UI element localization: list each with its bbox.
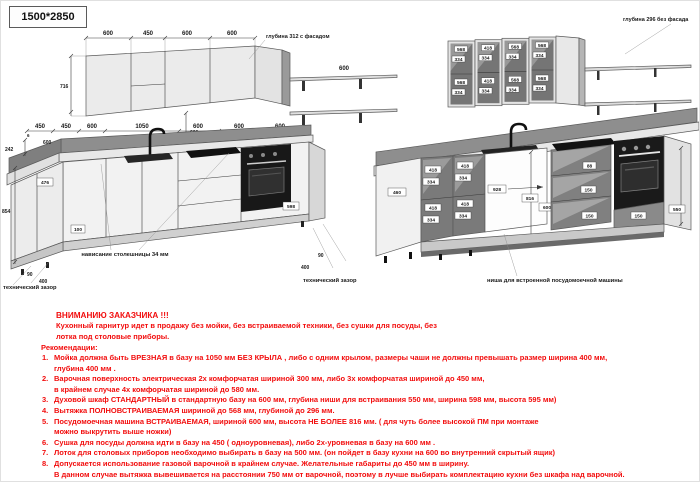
recommendation-item (42, 459, 697, 470)
attention-line-2: лотка под столовые приборы. (56, 331, 170, 341)
cell-dim: 418 (460, 202, 470, 208)
dim-right-550: 550 (672, 208, 682, 213)
dim-base-600b: 600 (192, 124, 204, 130)
left-side-panel (376, 158, 421, 256)
dim-base-600c: 600 (233, 124, 245, 130)
item-number: 6. (42, 437, 49, 447)
oven-icon (614, 136, 664, 210)
dim-wall-600c: 600 (226, 31, 238, 37)
item-text: Духовой шкаф СТАНДАРТНЫЙ в стандартную базу на 600 мм, глубина ниши для встраивания 550 мм, ширина 598 мм, высота 595 мм) (54, 395, 557, 405)
dim-base-450b: 450 (60, 124, 72, 130)
wall-open-depth-note: глубина 296 без фасада (623, 17, 689, 23)
cell-dim: 334 (458, 176, 468, 182)
dim-gap-90-right: 90 (318, 253, 324, 259)
open-column-b (453, 154, 485, 236)
dim-gap-400-left: 400 (39, 279, 48, 285)
cell-dim: 334 (481, 89, 490, 95)
item-text: Посудомоечная машина ВСТРАИВАЕМАЯ, шириной 600 мм, высота НЕ БОЛЕЕ 816 мм. ( для чуть более высокой ПМ при монтаже (54, 416, 539, 426)
open-column-a (421, 156, 453, 242)
cell-dim: 334 (508, 88, 517, 94)
recommendation-item-cont (42, 470, 697, 481)
cell-dim: 418 (483, 79, 493, 85)
dim-gap-400-right: 400 (301, 265, 310, 271)
drawer-dim: 150 (634, 214, 643, 220)
cabinet-leg (469, 250, 472, 256)
cell-dim: 334 (508, 55, 517, 61)
drawer-dim: 150 (585, 214, 594, 220)
cell-dim: 568 (510, 78, 520, 84)
cell-dim: 418 (460, 164, 470, 170)
cell-dim: 418 (483, 46, 493, 52)
dim-side-460: 460 (392, 191, 402, 196)
attention-line-1: Кухонный гарнитур идет в продажу без мойки, без встраиваемой техники, без сушки для посуды, без (56, 321, 437, 330)
item-number: 1. (42, 353, 49, 362)
tech-gap-label-right: технический зазор (303, 278, 357, 284)
item-text: Лоток для столовых приборов необходимо выбирать в базу на 500 мм. (он пойдет в базу кухни на 600 во внутренний скрытый ящик) (54, 448, 555, 458)
cell-dim: 334 (481, 56, 490, 62)
dim-top-offset: 6 (27, 133, 30, 138)
dim-wall-600b: 600 (181, 31, 193, 37)
corner-wall-cabinet (255, 46, 282, 104)
recommendation-item-cont (42, 364, 697, 375)
dim-niche-928: 928 (492, 188, 502, 193)
item-text: Вытяжка ПОЛНОВСТРАИВАЕМАЯ шириной до 568 мм, глубиной до 296 мм. (54, 405, 335, 415)
cabinet-leg (409, 252, 412, 259)
dim-wall-height: 716 (60, 84, 69, 90)
cell-dim: 334 (535, 87, 544, 92)
open-box-3 (502, 38, 529, 104)
cabinet-leg (301, 221, 304, 227)
cell-dim: 568 (456, 81, 466, 86)
open-box-1 (448, 41, 475, 107)
open-box-4 (529, 37, 556, 103)
wall-depth-note: глубина 312 с фасадом (266, 34, 330, 40)
cabinet-leg (384, 256, 387, 263)
dim-splash-height: 242 (5, 147, 14, 153)
recommendation-item-cont (42, 385, 697, 396)
cell-dim: 418 (428, 168, 438, 174)
cell-dim: 334 (454, 91, 463, 96)
base-cabinets-open-drawing (369, 104, 700, 284)
item-text: Сушка для посуды должна идти в базу на 450 ( одноуровневая), либо 2х-уровневая в базу на 600 мм . (54, 437, 436, 447)
drawer-dim: 150 (584, 188, 593, 194)
dim-niche-width: 600 (542, 206, 552, 211)
recommendation-item (42, 374, 697, 385)
cell-dim: 418 (428, 206, 438, 212)
dim-gap-90-left: 90 (27, 272, 33, 278)
dim-oven-cabinet: 598 (286, 205, 296, 210)
overhang-label: нависание столешницы 34 мм (81, 252, 169, 258)
item-number: 4. (42, 405, 49, 415)
base-cabinets-open-svg (369, 104, 700, 284)
dim-base-1050: 1050 (135, 124, 149, 130)
recommendation-item (42, 395, 697, 406)
cell-dim: 334 (426, 180, 436, 186)
cell-dim: 568 (510, 45, 520, 51)
dim-base-height: 854 (2, 209, 11, 215)
item-number: 5. (42, 416, 49, 426)
dim-wall-450: 450 (142, 31, 154, 37)
dim-wall-600a: 600 (102, 31, 114, 37)
drawer-stack (551, 144, 611, 230)
recommendation-item-cont (42, 427, 697, 438)
cell-dim: 568 (537, 44, 547, 49)
recommendation-item (42, 448, 697, 459)
recommendation-item (42, 353, 697, 364)
item-text: Варочная поверхность электрическая 2х комфорчатая шириной 300 мм, либо 3х комфорчатая шириной до 450 мм, (54, 374, 485, 384)
item-text: Допускается использование газовой варочной в крайнем случае. Желательные габариты до 450 мм в ширину. (54, 458, 470, 468)
customer-notes (9, 310, 697, 480)
cell-dim: 568 (456, 48, 466, 53)
dim-counter-depth: 600 (43, 140, 52, 146)
dim-plinth-height: 100 (73, 228, 83, 233)
item-number: 7. (42, 448, 49, 458)
wall-shelf-upper (585, 65, 691, 71)
right-side-panel (664, 136, 691, 230)
open-box-2 (475, 40, 502, 106)
attention-title: ВНИМАНИЮ ЗАКАЗЧИКА !!! (56, 311, 169, 320)
dim-shelf-width: 600 (338, 66, 350, 72)
sheet-size-badge: 1500*2850 (9, 6, 87, 28)
drawer-dim: 88 (586, 164, 593, 170)
recommendation-item (42, 417, 697, 428)
wall-shelf-upper (290, 75, 397, 81)
dishwasher-niche-label: ниша для встроенной посудомоечной машины (487, 278, 623, 284)
end-side-panel (309, 142, 325, 221)
item-text: Мойка должна быть ВРЕЗНАЯ в базу на 1050 мм БЕЗ КРЫЛА , либо с одним крылом, размеры чаши не должны превышать размер ширина 400 мм, (54, 353, 608, 362)
item-text: глубина 400 мм . (54, 363, 116, 373)
dim-niche-height: 816 (525, 197, 535, 202)
cell-dim: 568 (537, 77, 547, 82)
corner-side-panel (556, 36, 579, 105)
item-number: 2. (42, 374, 49, 384)
item-text: в крайнем случае 4х комфорчатая шириной до 580 мм. (54, 384, 260, 394)
cell-dim: 334 (454, 58, 463, 63)
tech-gap-label-left: технический зазор (3, 285, 57, 291)
item-number: 8. (42, 458, 49, 468)
recommendation-item (42, 406, 697, 417)
dim-inner-width: 476 (40, 181, 50, 186)
item-number: 3. (42, 395, 49, 405)
cell-dim: 334 (426, 218, 436, 224)
recommendation-item (42, 438, 697, 449)
cabinet-leg (439, 254, 442, 260)
recommendations-title: Рекомендации: (41, 343, 98, 352)
dim-base-450a: 450 (34, 124, 46, 130)
dim-base-600a: 600 (86, 124, 98, 130)
item-text: можно выкрутить выше ножки) (54, 427, 172, 437)
cell-dim: 334 (535, 54, 544, 59)
item-text: В данном случае вытяжка вывешивается на расстоянии 750 мм от варочной, поэтому в лучше выбирать комплектацию кухни без шкафа над варочной. (54, 469, 625, 479)
cell-dim: 334 (458, 214, 468, 220)
